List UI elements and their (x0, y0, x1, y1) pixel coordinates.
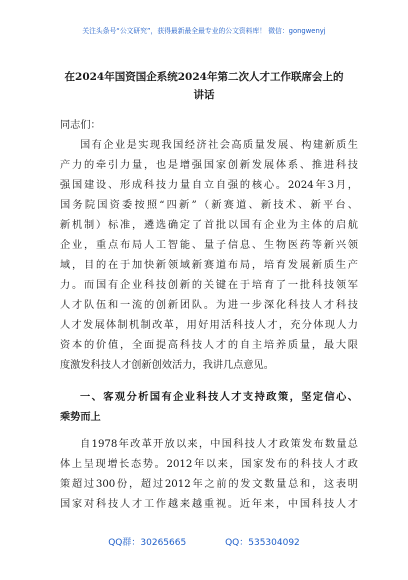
salutation: 同志们： (60, 120, 101, 131)
paragraph-line: 国家对科技人才工作越来越重视。近年来，中国科技人才 (60, 499, 358, 510)
paragraph-line: 策超过300份，超过2012年之前的发文数量总和，这表明 (60, 479, 358, 490)
footer-contacts (0, 535, 408, 548)
paragraph-line: 新机制）标准，遴选确定了首批以国有企业为主体的启航 (60, 220, 358, 231)
paragraph-line: 国有企业是实现我国经济社会高质量发展、构建新质生 (80, 140, 358, 151)
paragraph-line: 自1978年改革开放以来，中国科技人才政策发布数量总 (80, 439, 358, 450)
paragraph-line: 体上呈现增长态势。2012年以来，国家发布的科技人才政 (60, 459, 358, 470)
paragraph-line: 资本的价值，全面提高科技人才的自主培养质量，最大限 (60, 340, 358, 351)
paragraph-line: 产力的牵引力量，也是增强国家创新发展体系、推进科技 (60, 160, 358, 171)
paragraph-line: 度激发科技人才创新创效活力，我讲几点意见。 (60, 360, 274, 371)
paragraph-line: 人才发展体制机制改革，用好用活科技人才，充分体现人力 (60, 320, 358, 331)
document-title-line1: 在2024年国资国企系统2024年第二次人才工作联席会上的 (64, 71, 344, 83)
document-title-line2: 讲话 (193, 89, 215, 101)
paragraph-line: 域，目的在于加快新领域新赛道布局，培育发展新质生产 (60, 260, 358, 271)
footer-qq: QQ：535304092 (225, 538, 300, 548)
promo-banner: 关注头条号“公文研究”，获得最新最全最专业的公文资料库！ 微信：gongwenyj (82, 27, 326, 35)
paragraph-line: 人才队伍和一流的创新团队。为进一步深化科技人才科技 (60, 300, 358, 311)
section-heading-line2: 乘势而上 (60, 411, 101, 423)
paragraph-line: 强国建设、形成科技力量自立自强的核心。2024年3月， (60, 180, 358, 191)
paragraph-line: 国务院国资委按照“四新”（新赛道、新技术、新平台、 (60, 200, 358, 211)
paragraph-line: 企业，重点布局人工智能、量子信息、生物医药等新兴领 (60, 240, 358, 251)
section-heading-line1: 一、客观分析国有企业科技人才支持政策，坚定信心、 (80, 391, 358, 403)
footer-qq-group: QQ群：30265665 (108, 538, 187, 548)
paragraph-line: 力。而国有企业科技创新的关键在于培育了一批科技领军 (60, 280, 358, 291)
